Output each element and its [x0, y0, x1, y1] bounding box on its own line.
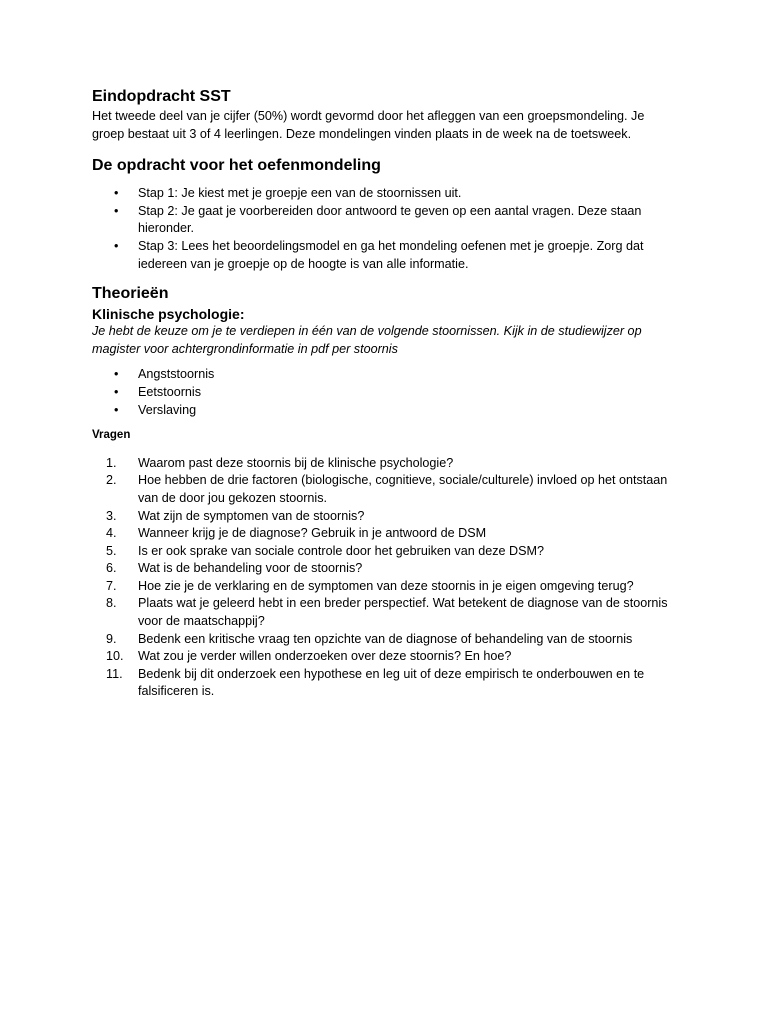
intro-paragraph: Het tweede deel van je cijfer (50%) wordt gevormd door het afleggen van een groepsmondeling. Je groep bestaat uit 3 of 4 leerlingen. Deze mondelingen vinden plaats in de week na de toetsweek.: [92, 109, 645, 141]
bullet-icon: •: [114, 402, 119, 417]
list-item: 6. Wat is de behandeling voor de stoornis?: [106, 561, 363, 576]
list-item: • Verslaving: [92, 402, 672, 420]
bullet-icon: •: [114, 186, 119, 201]
list-item: 7. Hoe zie je de verklaring en de symptomen van deze stoornis in je eigen omgeving terug?: [106, 578, 634, 593]
klinische-psychologie-subheading: Klinische psychologie:: [92, 306, 245, 323]
list-item: 9. Bedenk een kritische vraag ten opzichte van de diagnose of behandeling van de stoornis: [106, 631, 633, 646]
bullet-icon: •: [114, 238, 119, 253]
list-item: • Eetstoornis: [92, 384, 672, 402]
opdracht-heading: De opdracht voor het oefenmondeling: [92, 157, 381, 175]
list-item: 5. Is er ook sprake van sociale controle door het gebruiken van deze DSM?: [106, 543, 545, 558]
document-content: [92, 86, 672, 701]
list-item: • Stap 2: Je gaat je voorbereiden door antwoord te geven op een aantal vragen. Deze staan hieronder.: [114, 203, 642, 236]
list-item: 10. Wat zou je verder willen onderzoeken over deze stoornis? En hoe?: [106, 649, 512, 664]
list-item: 1. Waarom past deze stoornis bij de klinische psychologie?: [106, 455, 454, 470]
theorie-heading: Theorieën: [92, 285, 169, 303]
bullet-icon: •: [114, 367, 119, 382]
list-item: 11. Bedenk bij dit onderzoek een hypothese en leg uit of deze empirisch te onderbouwen en te falsificeren is.: [106, 666, 645, 699]
list-item: 2. Hoe hebben de drie factoren (biologische, cognitieve, sociale/culturele) invloed op het ontstaan van de door jou gekozen stoornis.: [106, 473, 668, 505]
stoornissen-list: [92, 366, 672, 419]
stoornis-keuze-text: Je hebt de keuze om je te verdiepen in één van de volgende stoornissen. Kijk in de studiewijzer op magister voor achtergrondinformatie in pdf per stoornis: [92, 324, 642, 356]
list-item: • Stap 3: Lees het beoordelingsmodel en ga het mondeling oefenen met je groepje. Zorg dat iedereen van je groepje op de hoogte is van alle informatie.: [114, 238, 644, 271]
list-item: 3. Wat zijn de symptomen van de stoornis?: [106, 508, 365, 523]
document-title: Eindopdracht SST: [92, 88, 231, 105]
list-item: 4. Wanneer krijg je de diagnose? Gebruik in je antwoord de DSM: [106, 526, 487, 541]
bullet-icon: •: [114, 384, 119, 399]
list-item: • Stap 1: Je kiest met je groepje een van de stoornissen uit.: [92, 185, 672, 203]
bullet-icon: •: [114, 203, 119, 218]
list-item: 8. Plaats wat je geleerd hebt in een breder perspectief. Wat betekent de diagnose van de stoornis voor de maatschappij?: [106, 596, 668, 629]
vragen-label: Vragen: [92, 429, 131, 442]
vragen-list: [92, 455, 672, 701]
list-item: • Angststoornis: [92, 366, 672, 384]
opdracht-steps-list: [92, 185, 672, 273]
